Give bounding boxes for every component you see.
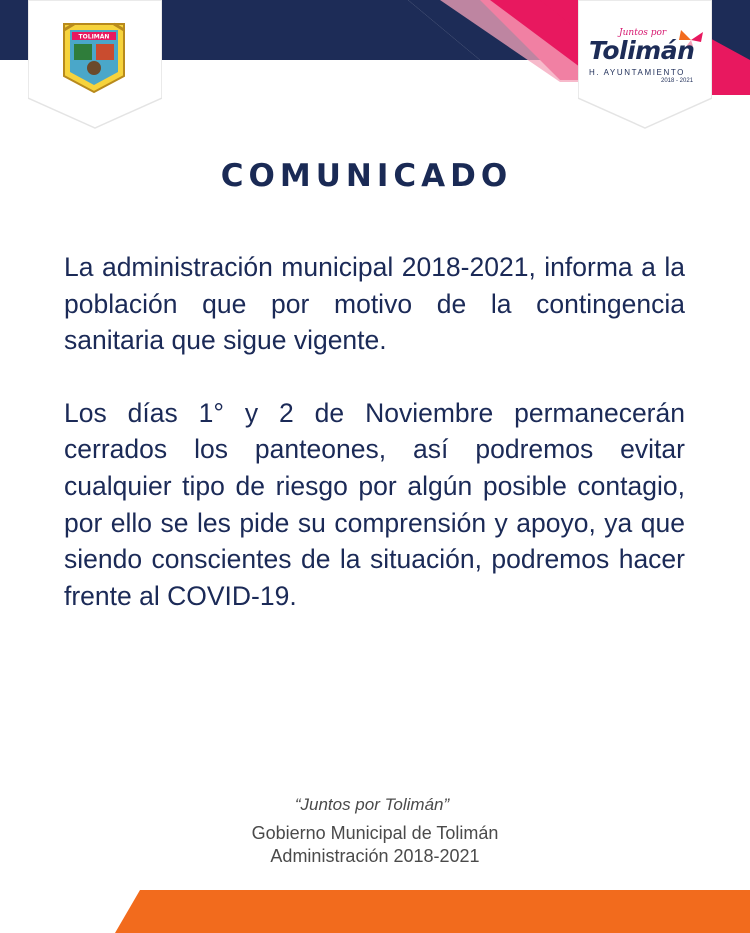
footer-government: Gobierno Municipal de Tolimán	[251, 823, 499, 843]
logo-subtitle: H. AYUNTAMIENTO	[589, 68, 686, 77]
page-title: COMUNICADO	[220, 158, 513, 194]
tolimán-logo	[585, 26, 707, 96]
paragraph-1: La administración municipal 2018-2021, informa a la población que por motivo de la contingencia sanitaria que sigue vigente.	[64, 252, 685, 356]
paragraph-2: Los días 1° y 2 de Noviembre permanecerán cerrados los panteones, así podremos evitar cualquier tipo de riesgo por algún posible contagio, por ello se les pide su comprensión y apoyo, ya que siendo conscientes de la situación, podremos hacer frente al COVID-19.	[64, 397, 685, 611]
footer-slogan: “Juntos por Tolimán”	[294, 795, 450, 814]
logo-name: Tolimán	[589, 36, 695, 65]
municipal-shield-icon	[60, 22, 128, 94]
shield-label: TOLIMÁN	[78, 33, 110, 41]
footer-administration: Administración 2018-2021	[270, 846, 480, 866]
announcement-body	[64, 249, 685, 614]
logo-years: 2018 - 2021	[661, 78, 694, 84]
bottom-band	[0, 890, 750, 933]
footer	[0, 795, 750, 867]
logo-tagline: Juntos por	[619, 28, 667, 38]
